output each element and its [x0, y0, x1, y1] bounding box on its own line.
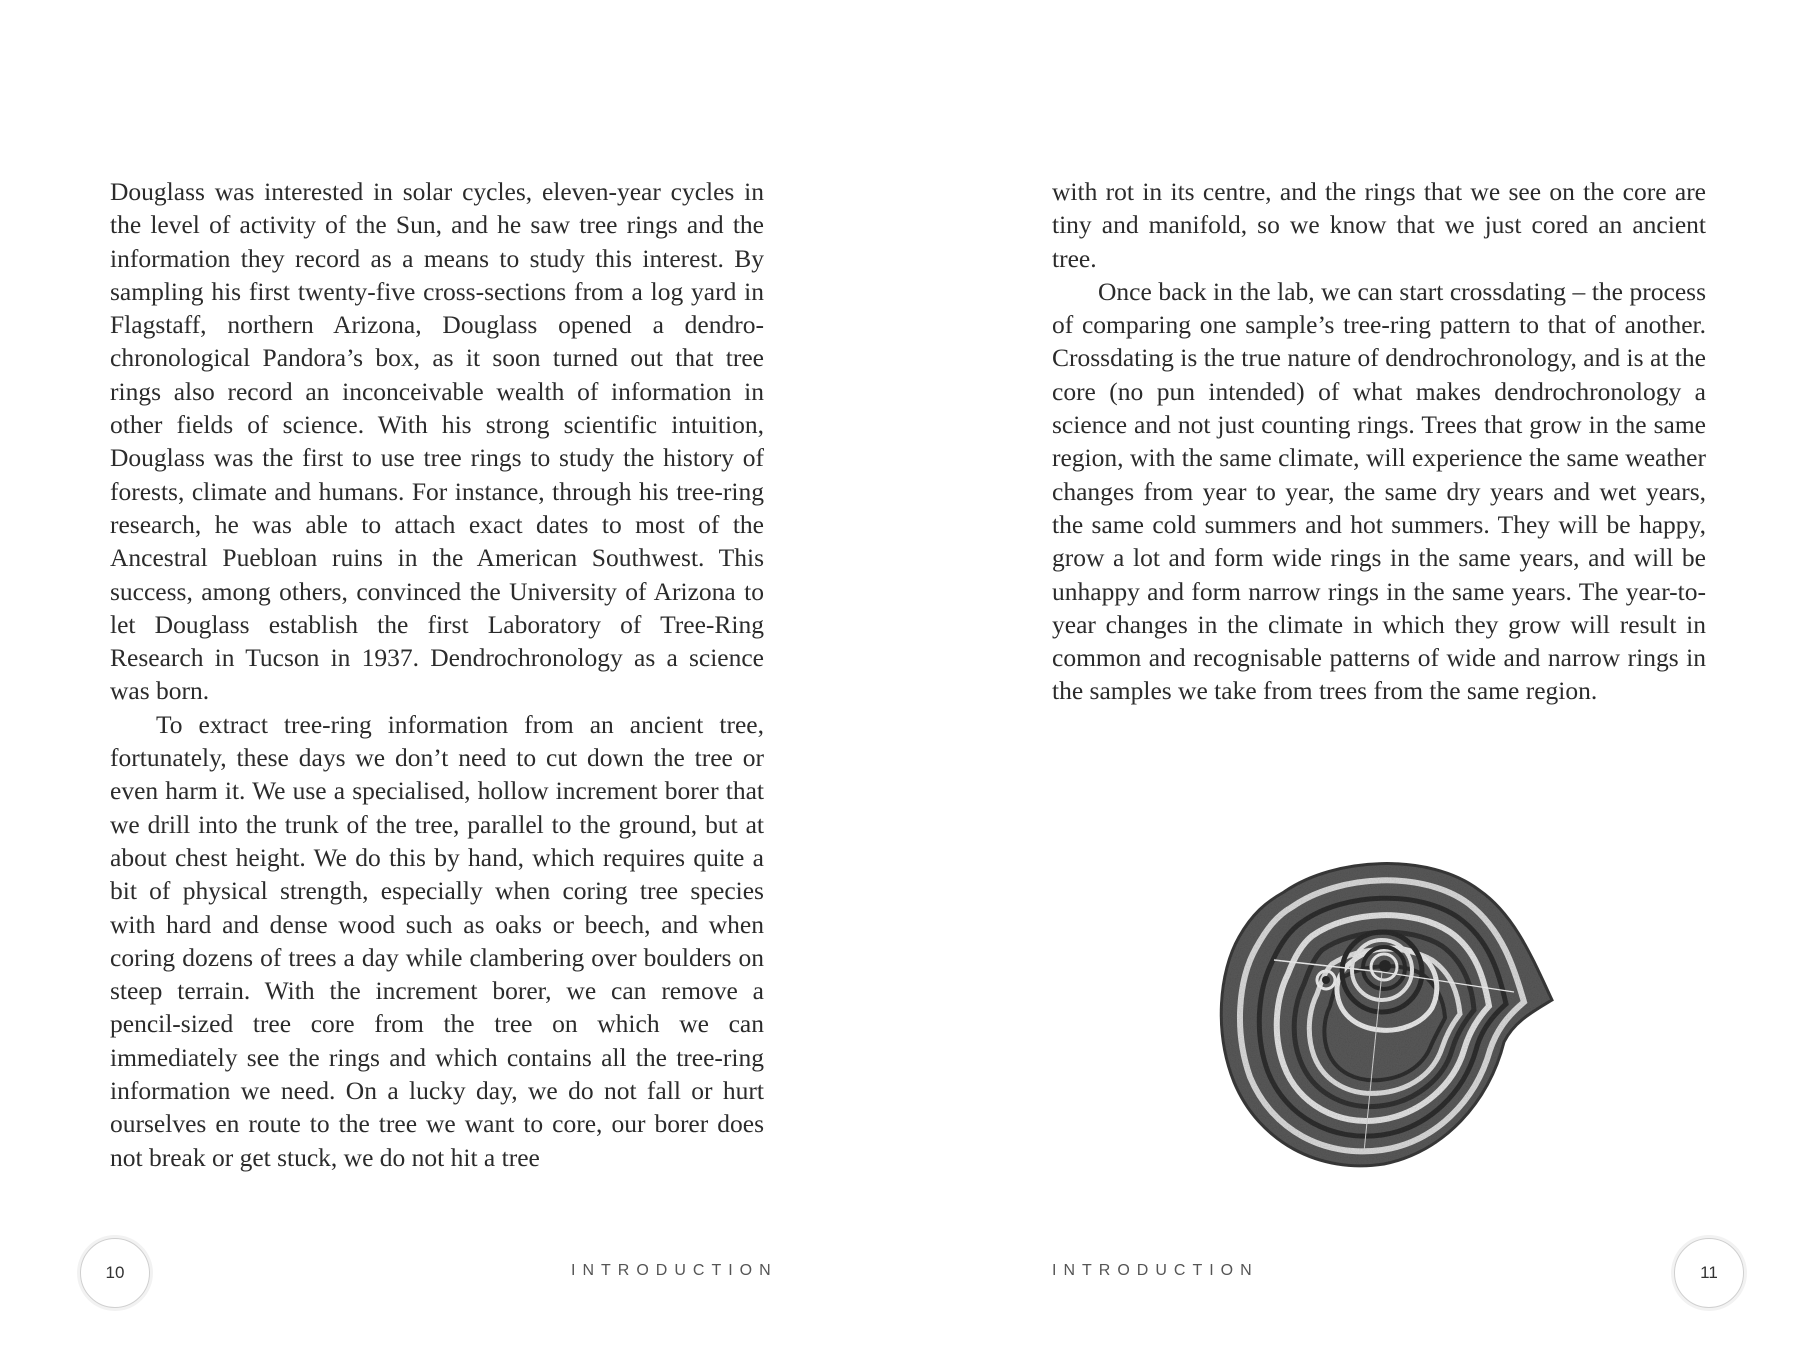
tree-ring-illustration [1214, 852, 1564, 1177]
body-text-right [1052, 175, 1706, 708]
running-head: INTRODUCTION [1052, 1262, 1259, 1279]
running-head: INTRODUCTION [571, 1262, 778, 1279]
left-page [0, 0, 903, 1356]
page-number: 10 [80, 1238, 150, 1308]
right-page [904, 0, 1807, 1356]
paragraph-douglass: Douglass was interested in solar cycles, eleven-year cycles in the level of activity of the Sun, and he saw tree rings and the information they record as a means to study this interest. By sampling his first twenty-five cross-sections from a log yard in Flagstaff, northern Arizona, Douglass opened a dendrochronological Pandora’s box, as it soon turned out that tree rings also record an inconceivable wealth of information in other fields of science. With his strong scientific intuition, Douglass was the first to use tree rings to study the history of forests, climate and humans. For instance, through his tree-ring research, he was able to attach exact dates to most of the Ancestral Puebloan ruins in the American Southwest. This success, among others, convinced the University of Arizona to let Douglass establish the first Laboratory of Tree-Ring Research in Tucson in 1937. Dendrochronology as a science was born. [110, 177, 764, 706]
paragraph-rot-centre: with rot in its centre, and the rings that we see on the core are tiny and manifold, so we know that we just cored an ancient tree. [1052, 177, 1706, 273]
paragraph-crossdating: Once back in the lab, we can start crossdating – the process of comparing one sample’s tree-ring pattern to that of another. Crossdating is the true nature of dendrochronology, and is at the core (no pun intended) of what makes dendrochronology a science and not just counting rings. Trees that grow in the same region, with the same climate, will experience the same weather changes from year to year, the same dry years and wet years, the same cold summers and hot summers. They will be happy, grow a lot and form wide rings in the same years, and will be unhappy and form narrow rings in the same years. The year-to-year changes in the climate in which they grow will result in common and recognisable patterns of wide and narrow rings in the samples we take from trees from the same region. [1052, 276, 1706, 706]
paragraph-extract-tree-ring: To extract tree-ring information from an ancient tree, fortunately, these days we don’t need to cut down the tree or even harm it. We use a specialised, hollow increment borer that we drill into the trunk of the tree, parallel to the ground, but at about chest height. We do this by hand, which requires quite a bit of physical strength, especially when coring tree species with hard and dense wood such as oaks or beech, and when coring dozens of trees a day while clambering over boulders on steep terrain. With the increment borer, we can remove a pencil-sized tree core from the tree on which we can immediately see the rings and which contains all the tree-ring information we need. On a lucky day, we do not fall or hurt ourselves en route to the tree we want to core, our borer does not break or get stuck, we do not hit a tree [110, 709, 764, 1172]
body-text-left [110, 175, 764, 1174]
page-number: 11 [1674, 1238, 1744, 1308]
